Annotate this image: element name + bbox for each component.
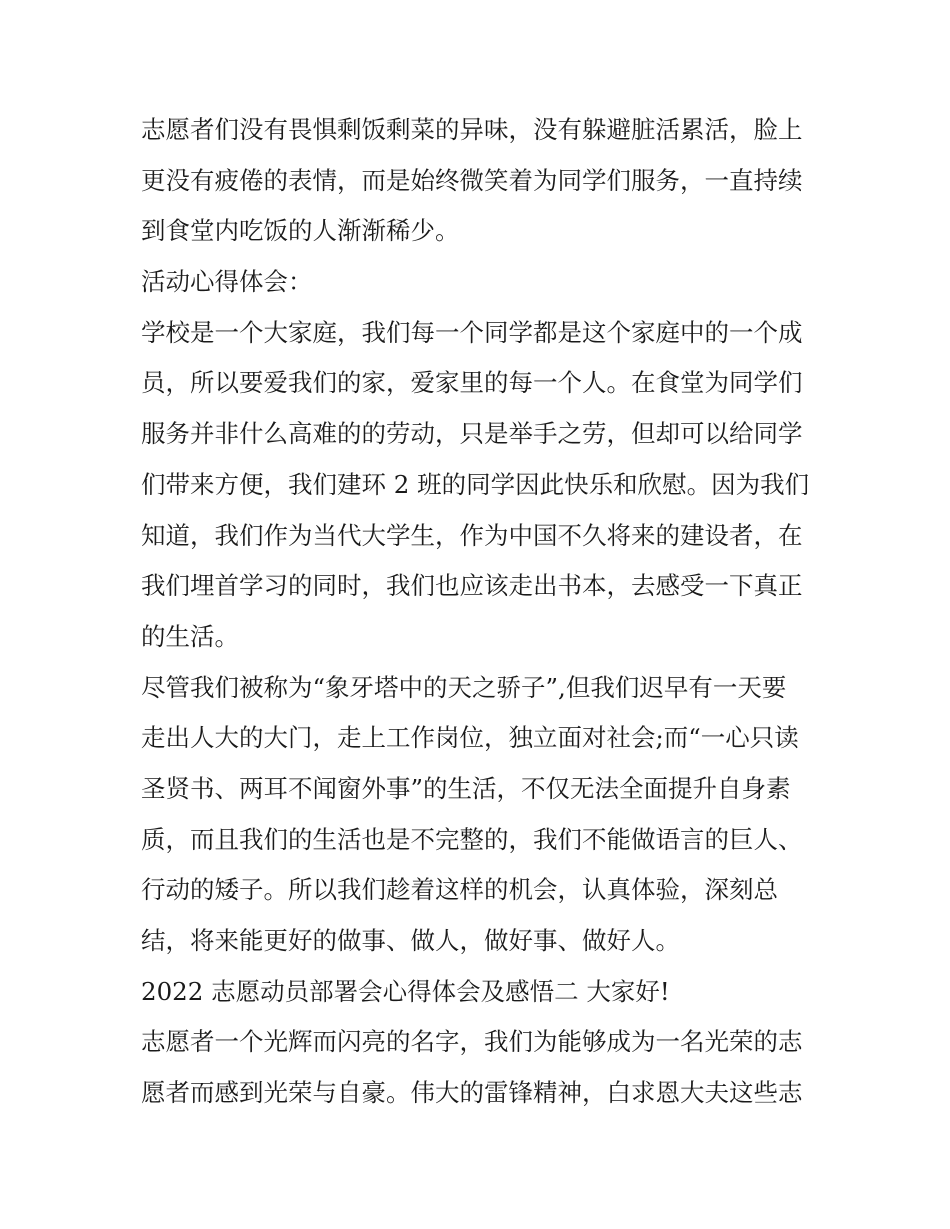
section-title: 2022 志愿动员部署会心得体会及感悟二 大家好! [141, 976, 670, 1006]
text-line: 更没有疲倦的表情，而是始终微笑着为同学们服务，一直持续 [141, 165, 803, 195]
text-line: 学校是一个大家庭，我们每一个同学都是这个家庭中的一个成 [141, 317, 803, 347]
text-line: 圣贤书、两耳不闻窗外事”的生活，不仅无法全面提升自身素 [141, 773, 791, 803]
text-line: 行动的矮子。所以我们趁着这样的机会，认真体验，深刻总 [141, 875, 778, 905]
text-line: 我们埋首学习的同时，我们也应该走出书本，去感受一下真正 [141, 571, 803, 601]
text-line: 志愿者们没有畏惧剩饭剩菜的异味，没有躲避脏活累活，脸上 [141, 115, 803, 144]
text-line: 志愿者一个光辉而闪亮的名字，我们为能够成为一名光荣的志 [141, 1027, 803, 1057]
text-line: 到食堂内吃饭的人渐渐稀少。 [141, 216, 460, 246]
text-line: 服务并非什么高难的的劳动，只是举手之劳，但却可以给同学 [141, 419, 803, 449]
text-line: 知道，我们作为当代大学生，作为中国不久将来的建设者，在 [141, 520, 803, 550]
text-line: 结，将来能更好的做事、做人，做好事、做好人。 [141, 926, 680, 955]
text-line: 尽管我们被称为“象牙塔中的天之骄子”,但我们迟早有一天要 [141, 672, 787, 702]
document-body [141, 105, 821, 1119]
text-line: 质，而且我们的生活也是不完整的，我们不能做语言的巨人、 [141, 824, 803, 854]
text-line: 走出人大的大门，走上工作岗位，独立面对社会;而“一心只读 [141, 723, 799, 753]
section-heading: 活动心得体会： [141, 267, 313, 297]
text-line: 们带来方便，我们建环 2 班的同学因此快乐和欣慰。因为我们 [141, 469, 810, 499]
text-line: 的生活。 [141, 621, 239, 651]
text-line: 愿者而感到光荣与自豪。伟大的雷锋精神，白求恩大夫这些志 [141, 1078, 803, 1108]
text-line: 员，所以要爱我们的家，爱家里的每一个人。在食堂为同学们 [141, 368, 803, 398]
